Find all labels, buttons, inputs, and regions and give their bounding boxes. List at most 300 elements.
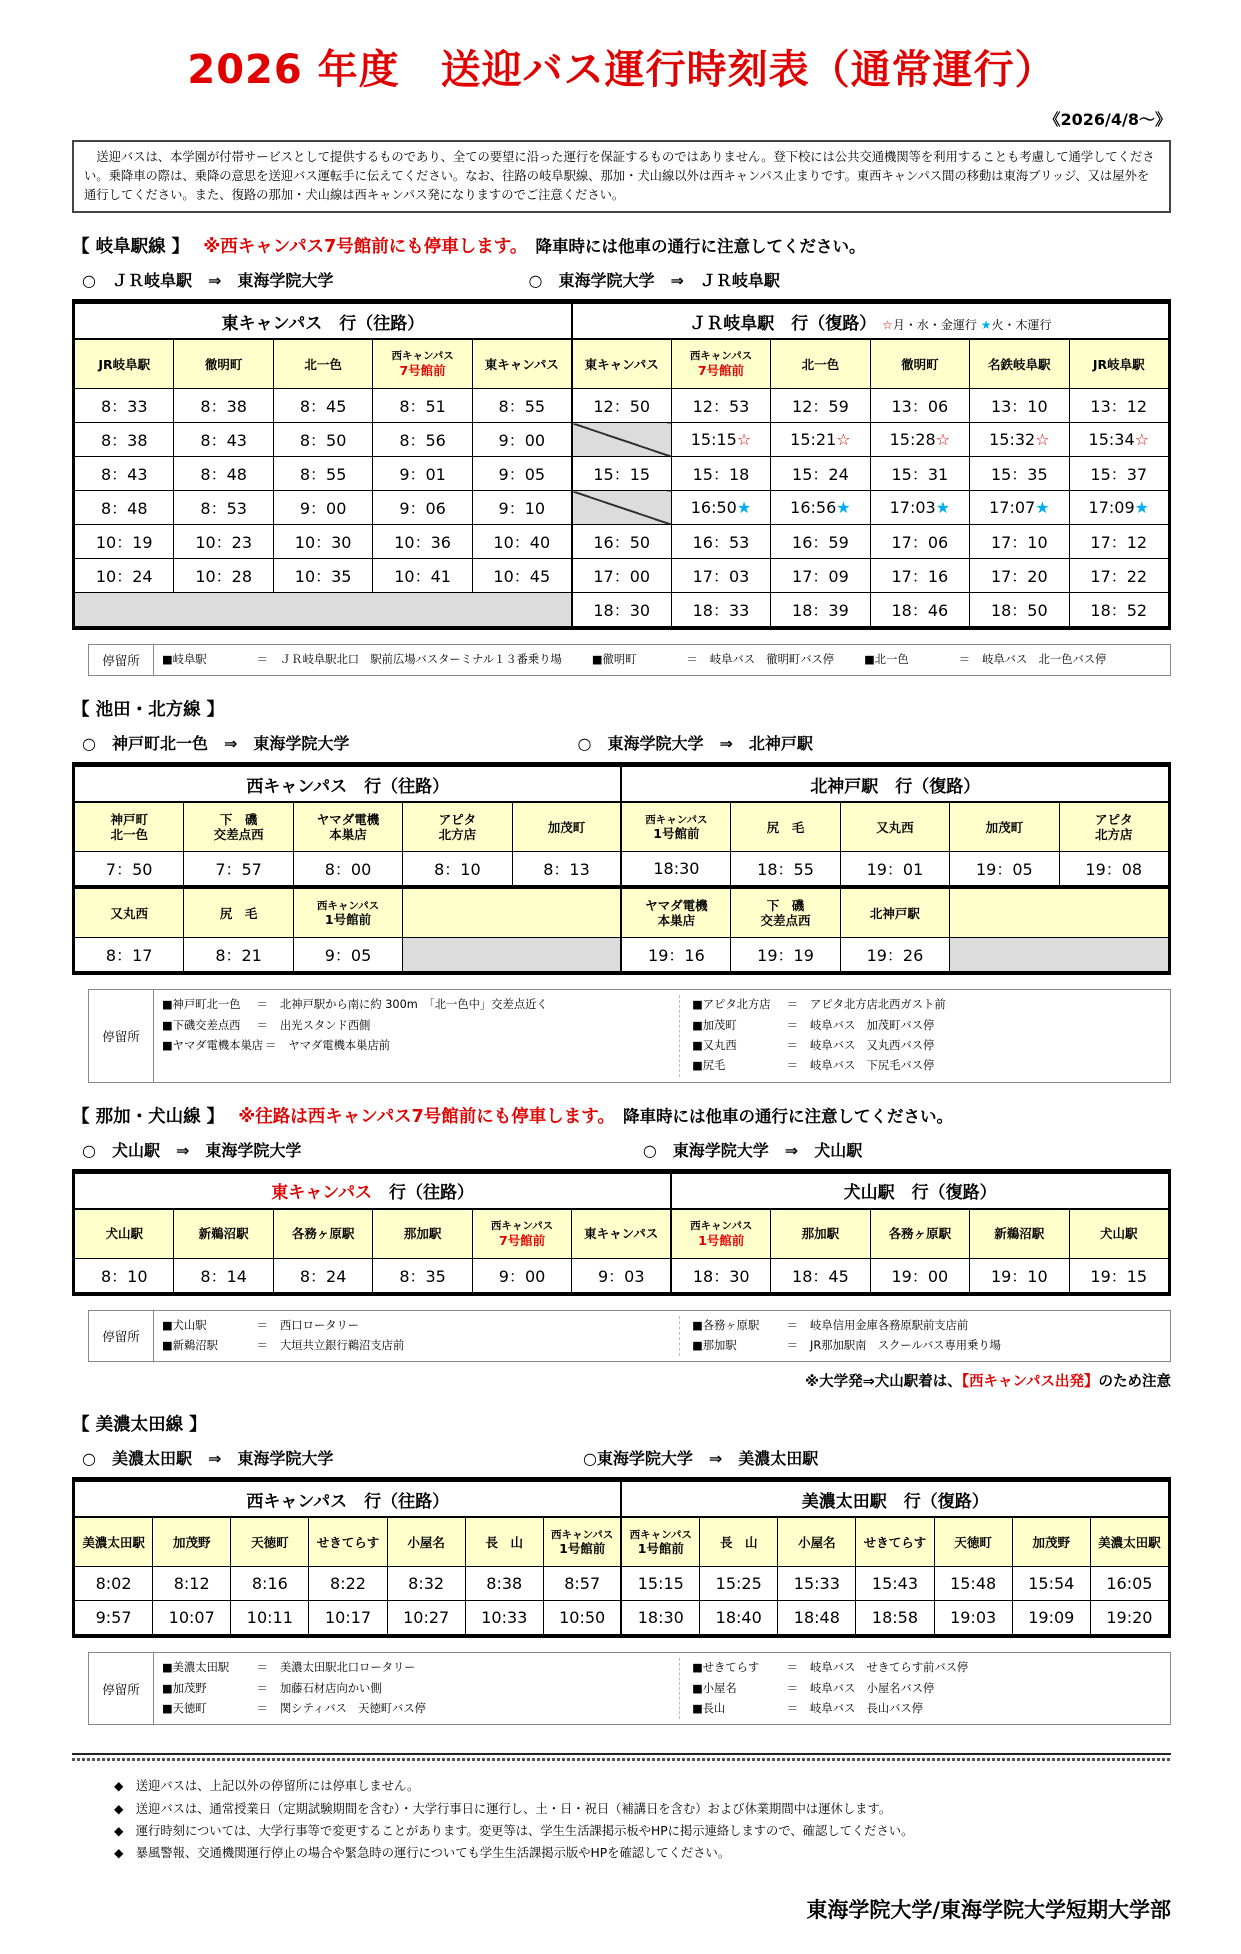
section-minoota-line [72, 1411, 1171, 1725]
route-row [82, 731, 1171, 754]
stop-header: 又丸西 [75, 888, 184, 938]
time-cell: 18：33 [671, 593, 770, 627]
route-outbound: ○ 神戸町北一色 ⇒ 東海学院大学 [82, 734, 350, 754]
stop-header: 加茂野 [153, 1517, 231, 1567]
time-cell: 12：50 [572, 389, 671, 423]
time-cell: 19：26 [840, 938, 949, 972]
time-cell: 15:15 [621, 1567, 699, 1601]
equals-sign: ＝ [786, 1039, 799, 1053]
stops-legend-box [88, 1310, 1171, 1363]
stops-legend-minoota [72, 1652, 1171, 1725]
time-cell: 18:48 [778, 1601, 856, 1635]
time-cell: 8：10 [403, 852, 512, 886]
time-cell: 8：50 [273, 423, 372, 457]
stop-header: 神戸町 北一色 [75, 802, 184, 852]
time-cell: 13：10 [970, 389, 1069, 423]
stop-header: せきてらす [856, 1517, 934, 1567]
time-cell: 9：06 [373, 491, 472, 525]
time-cell: 18：39 [771, 593, 870, 627]
equals-sign: ＝ [786, 1681, 799, 1695]
time-cell: 10：30 [273, 525, 372, 559]
time-cell: 10:27 [387, 1601, 465, 1635]
legend-entry [692, 1036, 1162, 1056]
time-cell: 9：10 [472, 491, 571, 525]
time-cell: 9：05 [293, 938, 402, 972]
stop-header: アピタ 北方店 [403, 802, 512, 852]
timetable-grid [74, 1481, 1169, 1635]
time-cell: 18：46 [870, 593, 969, 627]
time-cell: 8：48 [75, 491, 174, 525]
equals-sign: ＝ [786, 1059, 799, 1073]
stop-header: JR岐阜駅 [1069, 339, 1168, 389]
footer-rule-solid [72, 1753, 1171, 1755]
section-heading-row [72, 696, 1171, 721]
footnote: ◆ 送迎バスは、上記以外の停留所には停車しません。 [114, 1779, 420, 1794]
time-cell: 9：00 [273, 491, 372, 525]
legend-body [154, 645, 1170, 675]
direction-header: 西キャンパス 行（往路） [75, 767, 622, 803]
stop-name: ■アピタ北方店 [692, 998, 771, 1012]
footer-rule-wavy [72, 1758, 1171, 1761]
time-cell: 12：53 [671, 389, 770, 423]
time-cell: 8：00 [293, 852, 402, 886]
time-cell: 8：43 [174, 423, 273, 457]
time-cell: 8：21 [184, 938, 293, 972]
time-cell: 15:33 [778, 1567, 856, 1601]
route-return: ○ 東海学院大学 ⇒ 犬山駅 [642, 1140, 863, 1160]
legend-entry [692, 1016, 1162, 1036]
time-cell: 8：55 [472, 389, 571, 423]
stop-header: 西キャンパス 7号館前 [373, 339, 472, 389]
timetable-naka-inuyama [72, 1169, 1171, 1296]
time-cell: 19:03 [934, 1601, 1012, 1635]
time-cell: 10：19 [75, 525, 174, 559]
stop-header: 徹明町 [870, 339, 969, 389]
time-cell: 8：13 [512, 852, 621, 886]
stop-header: 那加駅 [373, 1209, 472, 1259]
time-cell: 8：45 [273, 389, 372, 423]
filled-star-marker: ★ [836, 498, 851, 518]
time-cell: 15:25 [700, 1567, 778, 1601]
time-cell: 17：06 [870, 525, 969, 559]
time-cell: 10：41 [373, 559, 472, 593]
time-cell: 8：14 [174, 1258, 273, 1292]
page-title: 2026 年度 送迎バス運行時刻表（通常運行） [187, 47, 1056, 93]
footnote: ◆ 暴風警報、交通機関運行停止の場合や緊急時の運行についても学生生活課掲示版やHPを確認してください。 [114, 1845, 731, 1860]
stop-header: 長 山 [700, 1517, 778, 1567]
stop-description: 岐阜バス せきてらす前バス停 [810, 1661, 969, 1675]
time-cell: 8:57 [543, 1567, 621, 1601]
time-cell: 19：05 [950, 852, 1059, 886]
open-star-marker: ☆ [1035, 430, 1050, 450]
stop-header: 北一色 [273, 339, 372, 389]
time-cell: 19：19 [731, 938, 840, 972]
stop-description: JR那加駅南 スクールバス専用乗り場 [810, 1339, 1001, 1353]
time-cell: 18：55 [731, 852, 840, 886]
stop-header: 西キャンパス 1号館前 [543, 1517, 621, 1567]
stop-header: 加茂野 [1012, 1517, 1090, 1567]
section-note-red: ※西キャンパス7号館前にも停車します。 [203, 237, 528, 258]
stops-legend-box [88, 644, 1171, 676]
equals-sign: ＝ [256, 1661, 268, 1675]
time-cell: 18：50 [970, 593, 1069, 627]
legend-entry [162, 1699, 671, 1719]
stop-header: 犬山駅 [1069, 1209, 1168, 1259]
stop-name: ■又丸西 [692, 1039, 737, 1053]
route-row [82, 268, 1171, 291]
legend-entry [692, 1336, 1162, 1356]
time-cell: 18:58 [856, 1601, 934, 1635]
filled-star-marker: ★ [1035, 498, 1050, 518]
time-cell: 16:05 [1090, 1567, 1168, 1601]
no-service-cell [572, 423, 671, 457]
time-cell: 17：22 [1069, 559, 1168, 593]
stop-header: 美濃太田駅 [75, 1517, 153, 1567]
legend-label: 停留所 [89, 1653, 154, 1724]
stop-header: 加茂町 [512, 802, 621, 852]
time-cell: 8：38 [174, 389, 273, 423]
time-cell: 16：53 [671, 525, 770, 559]
legend-entry [864, 650, 1106, 670]
stops-legend-box [88, 1652, 1171, 1725]
time-cell: 18：52 [1069, 593, 1168, 627]
stop-header: 西キャンパス 7号館前 [472, 1209, 571, 1259]
stop-header: アピタ 北方店 [1059, 802, 1168, 852]
time-cell: 15:54 [1012, 1567, 1090, 1601]
time-cell: 8：51 [373, 389, 472, 423]
equals-sign: ＝ [786, 1018, 799, 1032]
stop-description: 北神戸駅から南に約 300m 「北一色中」交差点近く [279, 998, 548, 1012]
filled-star-marker: ★ [935, 498, 951, 518]
time-cell: 13：06 [870, 389, 969, 423]
equals-sign: ＝ [256, 998, 268, 1012]
stop-name: ■加茂町 [692, 1018, 737, 1032]
filled-star-marker: ★ [1134, 498, 1149, 518]
timetable-gifu-line [72, 299, 1171, 630]
time-cell: 17：03 [671, 559, 770, 593]
direction-header: 東キャンパス 行（往路） [75, 304, 572, 340]
time-cell: 19：16 [621, 938, 730, 972]
stop-description: 西口ロータリー [279, 1318, 360, 1332]
time-cell: 15：15 [572, 457, 671, 491]
time-cell: 9：03 [572, 1258, 671, 1292]
section-heading: 【 岐阜駅線 】 [72, 237, 190, 258]
open-star-marker: ☆ [736, 430, 752, 450]
footnote: ◆ 運行時刻については、大学行事等で変更することがあります。変更等は、学生生活課掲示板やHPに掲示連絡しますので、確認してください。 [114, 1823, 914, 1838]
route-row [82, 1446, 1171, 1469]
route-return: ○ 東海学院大学 ⇒ ＪＲ岐阜駅 [528, 271, 780, 291]
time-cell: 10:17 [309, 1601, 387, 1635]
stop-name: ■犬山駅 [162, 1318, 207, 1332]
time-cell: 17:07★ [970, 491, 1069, 525]
filled-star-marker: ★ [736, 498, 752, 518]
route-row [82, 1138, 1171, 1161]
time-cell: 15：35 [970, 457, 1069, 491]
stop-name: ■北一色 [864, 653, 909, 667]
equals-sign: ＝ [256, 1702, 268, 1716]
time-cell: 10:07 [153, 1601, 231, 1635]
open-star-marker: ☆ [836, 430, 851, 450]
time-cell: 10:50 [543, 1601, 621, 1635]
stop-name: ■新鵜沼駅 [162, 1339, 218, 1353]
stop-description: 加藤石材店向かい側 [279, 1681, 382, 1695]
time-cell: 7：57 [184, 852, 293, 886]
footnote: ◆ 送迎バスは、通常授業日（定期試験期間を含む）・大学行事日に運行し、土・日・祝日（補講日を含む）および休業期間中は運休します。 [114, 1801, 892, 1816]
direction-header: 東キャンパス 行（往路） [75, 1173, 672, 1209]
empty-cell [950, 938, 1169, 972]
equals-sign: ＝ [256, 1018, 268, 1032]
section-ikeda-kitagata-line [72, 696, 1171, 1082]
timetable-grid [74, 766, 1169, 886]
time-cell: 19：08 [1059, 852, 1168, 886]
equals-sign: ＝ [256, 1681, 268, 1695]
time-cell: 10：24 [75, 559, 174, 593]
legend-entry [162, 1336, 671, 1356]
legend-label: 停留所 [89, 990, 154, 1081]
stop-header: 北神戸駅 [840, 888, 949, 938]
stop-name: ■美濃太田駅 [162, 1661, 230, 1675]
stop-description: アピタ北方店北西ガスト前 [810, 998, 946, 1012]
empty-cell [403, 938, 622, 972]
section-note-red: ※往路は西キャンパス7号館前にも停車します。 [238, 1106, 615, 1127]
stop-name: ■神戸町北一色 [162, 998, 241, 1012]
timetable-minoota [72, 1477, 1171, 1638]
time-cell: 8：17 [75, 938, 184, 972]
empty-cell [75, 593, 572, 627]
legend-body [154, 1653, 1170, 1724]
time-cell: 8：43 [75, 457, 174, 491]
legend-entry [162, 1658, 671, 1678]
time-cell: 15：24 [771, 457, 870, 491]
time-cell: 12：59 [771, 389, 870, 423]
equals-sign: ＝ [786, 1661, 799, 1675]
stop-description: 岐阜バス 又丸西バス停 [810, 1039, 935, 1053]
legend-entry [692, 1658, 1162, 1678]
stop-header: 東キャンパス [572, 1209, 671, 1259]
legend-entry [692, 1316, 1162, 1336]
time-cell: 18：30 [671, 1258, 770, 1292]
time-cell: 15:21☆ [771, 423, 870, 457]
stop-description: 岐阜バス 長山バス停 [810, 1702, 924, 1716]
stop-name: ■尻毛 [692, 1059, 726, 1073]
time-cell: 8：33 [75, 389, 174, 423]
time-cell: 8:38 [465, 1567, 543, 1601]
stop-description: 出光スタンド西側 [279, 1018, 371, 1032]
route-return: ○ 東海学院大学 ⇒ 北神戸駅 [577, 734, 813, 754]
time-cell: 10:33 [465, 1601, 543, 1635]
stop-header: 加茂町 [950, 802, 1059, 852]
legend-entry [162, 650, 562, 670]
stop-description: ヤマダ電機本巣店前 [288, 1039, 391, 1053]
stop-header: 尻 毛 [731, 802, 840, 852]
time-cell: 18:40 [700, 1601, 778, 1635]
time-cell: 17：16 [870, 559, 969, 593]
time-cell: 8：24 [273, 1258, 372, 1292]
time-cell: 18：45 [771, 1258, 870, 1292]
time-cell: 17：09 [771, 559, 870, 593]
legend-entry [592, 650, 834, 670]
signature: 東海学院大学/東海学院大学短期大学部 [806, 1897, 1171, 1922]
stop-header: 小屋名 [387, 1517, 465, 1567]
stop-description: 岐阜バス 小屋名バス停 [810, 1681, 935, 1695]
equals-sign: ＝ [256, 1318, 268, 1332]
timetable-grid [74, 303, 1169, 627]
stop-header: 下 磯 交差点西 [184, 802, 293, 852]
stop-description: 岐阜バス 徹明町バス停 [709, 653, 835, 667]
time-cell: 9：00 [472, 1258, 571, 1292]
time-cell: 19：01 [840, 852, 949, 886]
route-outbound: ○ 美濃太田駅 ⇒ 東海学院大学 [82, 1449, 334, 1469]
stop-header: 下 磯 交差点西 [731, 888, 840, 938]
time-cell: 8:16 [231, 1567, 309, 1601]
equals-sign: ＝ [786, 1702, 799, 1716]
section-heading: 【 美濃太田線 】 [72, 1415, 207, 1436]
stop-header: 新鵜沼駅 [174, 1209, 273, 1259]
direction-header: ＪＲ岐阜駅 行（復路） ☆月・水・金運行 ★火・木運行 [572, 304, 1169, 340]
time-cell: 16：50 [572, 525, 671, 559]
footer-notes [114, 1775, 1171, 1864]
stop-header: 美濃太田駅 [1090, 1517, 1168, 1567]
time-cell: 15:34☆ [1069, 423, 1168, 457]
time-cell: 17：20 [970, 559, 1069, 593]
stop-name: ■加茂野 [162, 1681, 207, 1695]
legend-entry [692, 1699, 1162, 1719]
equals-sign: ＝ [265, 1039, 277, 1053]
time-cell: 9：00 [472, 423, 571, 457]
stop-header: 北一色 [771, 339, 870, 389]
time-cell: 8：48 [174, 457, 273, 491]
stop-header: 又丸西 [840, 802, 949, 852]
stop-description: 岐阜バス 下尻毛バス停 [810, 1059, 935, 1073]
time-cell: 17：10 [970, 525, 1069, 559]
stop-header: 各務ヶ原駅 [273, 1209, 372, 1259]
time-cell: 13：12 [1069, 389, 1168, 423]
time-cell: 8:02 [75, 1567, 153, 1601]
stop-header: 犬山駅 [75, 1209, 174, 1259]
legend-entry [162, 1036, 671, 1056]
equals-sign: ＝ [686, 653, 698, 667]
stops-legend-box [88, 989, 1171, 1082]
time-cell: 8:32 [387, 1567, 465, 1601]
stop-name: ■那加駅 [692, 1339, 737, 1353]
time-cell: 10：35 [273, 559, 372, 593]
stop-header: 那加駅 [771, 1209, 870, 1259]
stop-header: 各務ヶ原駅 [870, 1209, 969, 1259]
stop-header: 尻 毛 [184, 888, 293, 938]
route-outbound: ○ 犬山駅 ⇒ 東海学院大学 [82, 1140, 302, 1160]
stop-name: ■せきてらす [692, 1661, 760, 1675]
empty-cell [403, 888, 622, 938]
equals-sign: ＝ [786, 1318, 799, 1332]
stop-header: 西キャンパス 1号館前 [671, 1209, 770, 1259]
stop-name: ■岐阜駅 [162, 653, 207, 667]
note-post: のため注意 [1098, 1374, 1171, 1391]
stop-description: 大垣共立銀行鵜沼支店前 [279, 1339, 405, 1353]
stop-name: ■徹明町 [591, 653, 637, 667]
stop-header: ヤマダ電機 本巣店 [293, 802, 402, 852]
stop-header: 西キャンパス 7号館前 [671, 339, 770, 389]
section-naka-inuyama-line [72, 1103, 1171, 1392]
timetable-grid [74, 886, 1169, 972]
timetable-ikeda-kitagata [72, 762, 1171, 975]
legend-entry [692, 1056, 1162, 1076]
stop-name: ■ヤマダ電機本巣店 [162, 1039, 264, 1053]
route-return: ○東海学院大学 ⇒ 美濃太田駅 [582, 1449, 819, 1469]
stop-name: ■下磯交差点西 [162, 1018, 241, 1032]
section-note-black: 降車時には他車の通行に注意してください。 [535, 237, 866, 257]
time-cell: 19:20 [1090, 1601, 1168, 1635]
stops-legend-naka [72, 1310, 1171, 1363]
direction-header: 犬山駅 行（復路） [671, 1173, 1168, 1209]
equals-sign: ＝ [958, 653, 971, 667]
stop-name: ■小屋名 [692, 1681, 737, 1695]
direction-header: 西キャンパス 行（往路） [75, 1482, 622, 1518]
stop-description: 岐阜バス 北一色バス停 [982, 653, 1107, 667]
time-cell: 15:15☆ [671, 423, 770, 457]
stop-header: 長 山 [465, 1517, 543, 1567]
stop-name: ■長山 [692, 1702, 726, 1716]
stop-description: 美濃太田駅北口ロータリー [279, 1661, 416, 1675]
legend-body [154, 1311, 1170, 1362]
section-heading-row [72, 1411, 1171, 1436]
route-outbound: ○ ＪＲ岐阜駅 ⇒ 東海学院大学 [82, 271, 334, 291]
no-service-cell [572, 491, 671, 525]
time-cell: 15:32☆ [970, 423, 1069, 457]
stop-header: 東キャンパス [472, 339, 571, 389]
time-cell: 16:50★ [671, 491, 770, 525]
equals-sign: ＝ [786, 998, 799, 1012]
legend-body [154, 990, 1170, 1081]
time-cell: 15:28☆ [870, 423, 969, 457]
notice-box: 送迎バスは、本学園が付帯サービスとして提供するものであり、全ての要望に沿った運行を保証するものではありません。登下校には公共交通機関等を利用することも考慮して通学してください。乗降車の際は、乗降の意思を送迎バス運転手に伝えてください。なお、往路の岐阜駅線、那加・犬山線以外は西キャンパス止まりです。東西キャンパス間の移動は東海ブリッジ、又は屋外を通行してください。また、復路の那加・犬山線は西キャンパス発になりますのでご注意ください。 [72, 140, 1171, 213]
time-cell: 10：23 [174, 525, 273, 559]
effective-date: 《2026/4/8～》 [1044, 110, 1171, 129]
time-cell: 10：28 [174, 559, 273, 593]
time-cell: 8：35 [373, 1258, 472, 1292]
stop-name: ■各務ヶ原駅 [692, 1318, 760, 1332]
note-pre: ※大学発⇒犬山駅着は、 [805, 1374, 962, 1391]
stop-header: 西キャンパス 1号館前 [621, 802, 730, 852]
legend-entry [162, 1316, 671, 1336]
stop-header: 新鵜沼駅 [970, 1209, 1069, 1259]
stop-header: 小屋名 [778, 1517, 856, 1567]
open-star-marker: ☆ [1134, 430, 1149, 450]
time-cell: 15：31 [870, 457, 969, 491]
empty-cell [950, 888, 1169, 938]
stop-header: 天徳町 [231, 1517, 309, 1567]
stop-header: ヤマダ電機 本巣店 [621, 888, 730, 938]
stop-header: 西キャンパス 1号館前 [621, 1517, 699, 1567]
legend-entry [692, 995, 1162, 1015]
stops-legend-ikeda [72, 989, 1171, 1082]
note-red-part: 【西キャンパス出発】 [961, 1374, 1099, 1391]
time-cell: 15:43 [856, 1567, 934, 1601]
stops-legend-gifu [72, 644, 1171, 676]
open-star-marker: ☆ [935, 430, 951, 450]
legend-label: 停留所 [89, 1311, 154, 1362]
time-cell: 17:09★ [1069, 491, 1168, 525]
direction-header: 美濃太田駅 行（復路） [621, 1482, 1168, 1518]
stop-name: ■天徳町 [162, 1702, 207, 1716]
time-cell: 10：40 [472, 525, 571, 559]
stop-header: せきてらす [309, 1517, 387, 1567]
time-cell: 17:03★ [870, 491, 969, 525]
legend-entry [162, 995, 671, 1015]
section-heading-row [72, 1103, 1171, 1128]
section-heading: 【 那加・犬山線 】 [72, 1106, 225, 1127]
direction-header: 北神戸駅 行（復路） [621, 767, 1168, 803]
equals-sign: ＝ [256, 1339, 268, 1353]
